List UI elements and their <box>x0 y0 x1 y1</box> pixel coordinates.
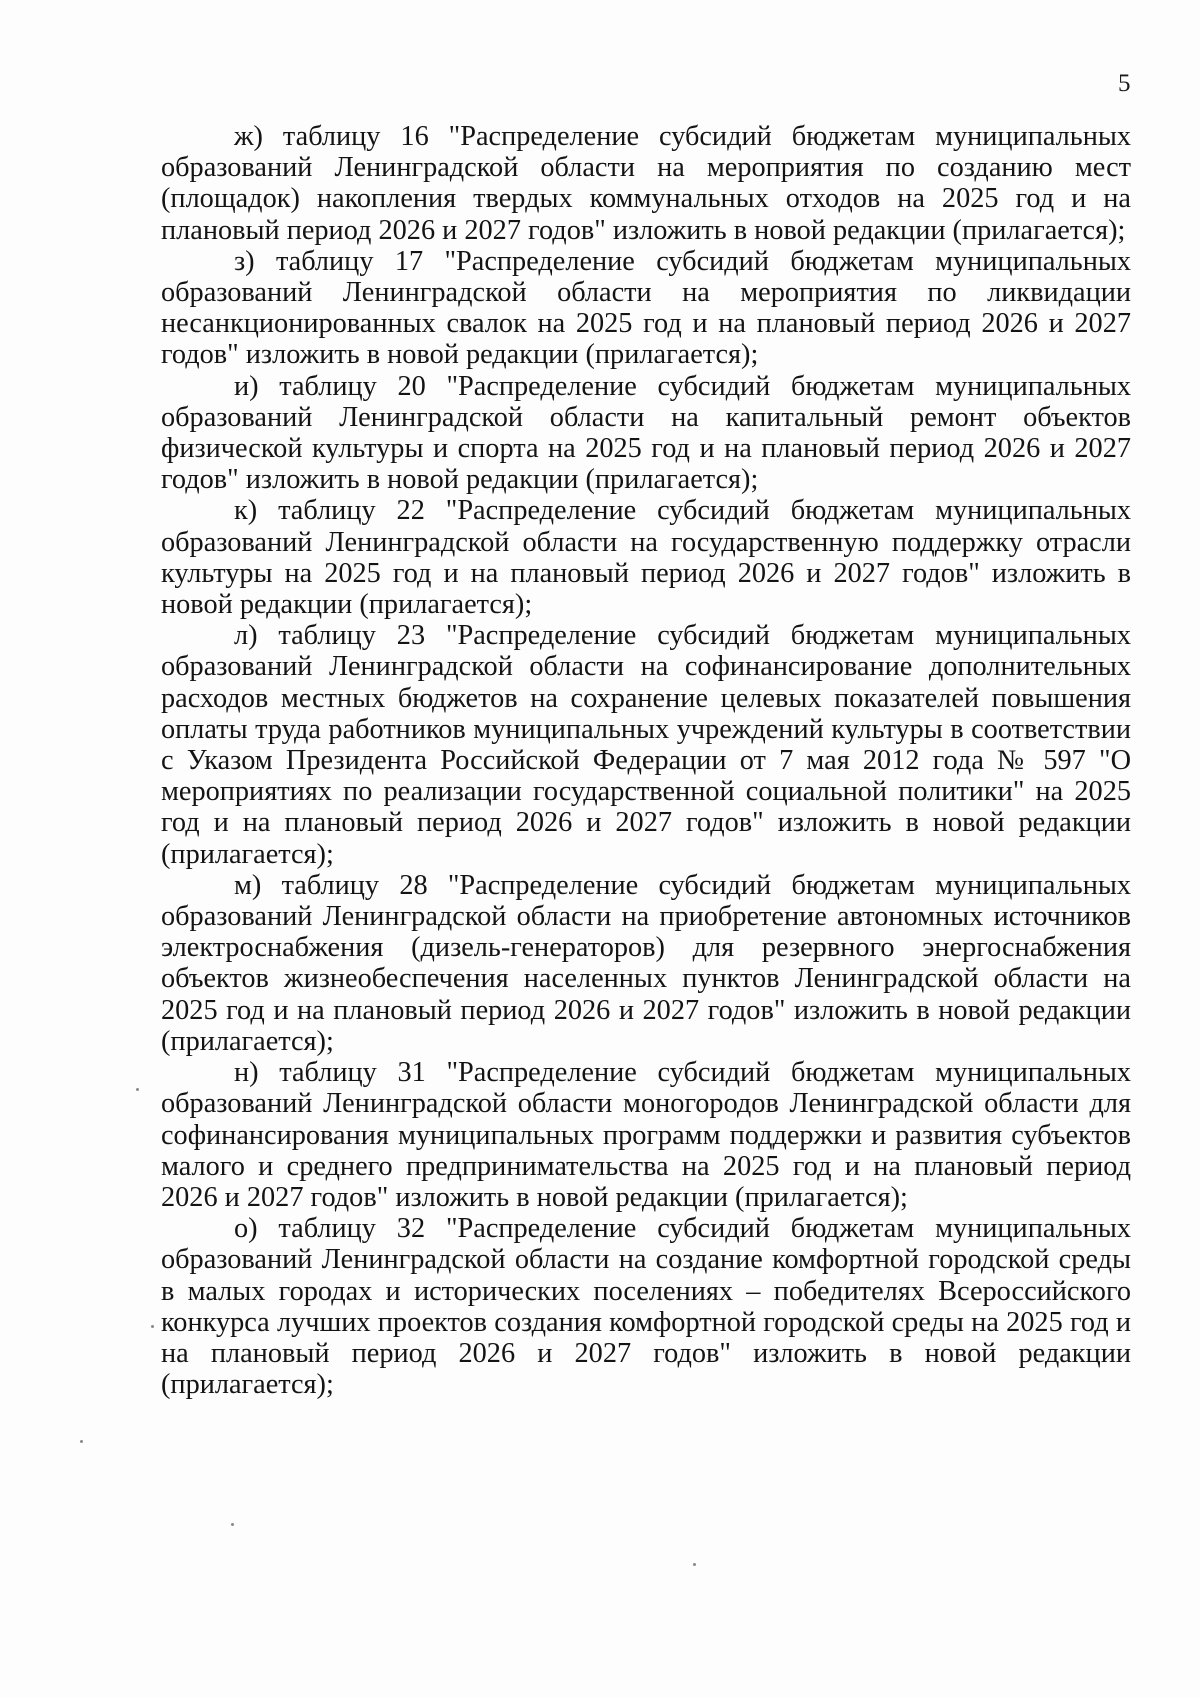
scan-speck <box>151 1325 154 1328</box>
paragraph-item-n: н) таблицу 31 "Распределение субсидий бюджетам муниципальных образований Ленинградской области моногородов Ленинградской области для софинансирования муниципальных программ поддержки и развития субъектов малого и среднего предпринимательства на 2025 год и на плановый период 2026 и 2027 годов" изложить в новой редакции (прилагается); <box>161 1057 1131 1213</box>
scan-speck <box>231 1523 234 1526</box>
paragraph-item-l: л) таблицу 23 "Распределение субсидий бюджетам муниципальных образований Ленинградской области на софинансирование дополнительных расходов местных бюджетов на сохранение целевых показателей повышения оплаты труда работников муниципальных учреждений культуры в соответствии с Указом Президента Российской Федерации от 7 мая 2012 года № 597 "О мероприятиях по реализации государственной социальной политики" на 2025 год и на плановый период 2026 и 2027 годов" изложить в новой редакции (прилагается); <box>161 620 1131 870</box>
document-body <box>161 121 1131 1400</box>
paragraph-item-zh: ж) таблицу 16 "Распределение субсидий бюджетам муниципальных образований Ленинградской области на мероприятия по созданию мест (площадок) накопления твердых коммунальных отходов на 2025 год и на плановый период 2026 и 2027 годов" изложить в новой редакции (прилагается); <box>161 121 1131 246</box>
scan-speck <box>136 1088 139 1091</box>
paragraph-item-i: и) таблицу 20 "Распределение субсидий бюджетам муниципальных образований Ленинградской области на капитальный ремонт объектов физической культуры и спорта на 2025 год и на плановый период 2026 и 2027 годов" изложить в новой редакции (прилагается); <box>161 370 1131 496</box>
page-number: 5 <box>1118 70 1131 97</box>
paragraph-item-k: к) таблицу 22 "Распределение субсидий бюджетам муниципальных образований Ленинградской области на государственную поддержку отрасли культуры на 2025 год и на плановый период 2026 и 2027 годов" изложить в новой редакции (прилагается); <box>161 495 1131 621</box>
paragraph-item-o: о) таблицу 32 "Распределение субсидий бюджетам муниципальных образований Ленинградской области на создание комфортной городской среды в малых городах и исторических поселениях – победителях Всероссийского конкурса лучших проектов создания комфортной городской среды на 2025 год и на плановый период 2026 и 2027 годов" изложить в новой редакции (прилагается); <box>161 1213 1131 1401</box>
paragraph-item-m: м) таблицу 28 "Распределение субсидий бюджетам муниципальных образований Ленинградской области на приобретение автономных источников электроснабжения (дизель-генераторов) для резервного энергоснабжения объектов жизнеобеспечения населенных пунктов Ленинградской области на 2025 год и на плановый период 2026 и 2027 годов" изложить в новой редакции (прилагается); <box>161 869 1131 1057</box>
paragraph-item-z: з) таблицу 17 "Распределение субсидий бюджетам муниципальных образований Ленинградской области на мероприятия по ликвидации несанкционированных свалок на 2025 год и на плановый период 2026 и 2027 годов" изложить в новой редакции (прилагается); <box>161 245 1131 371</box>
scan-speck <box>693 1563 696 1566</box>
scan-speck <box>80 1440 83 1443</box>
